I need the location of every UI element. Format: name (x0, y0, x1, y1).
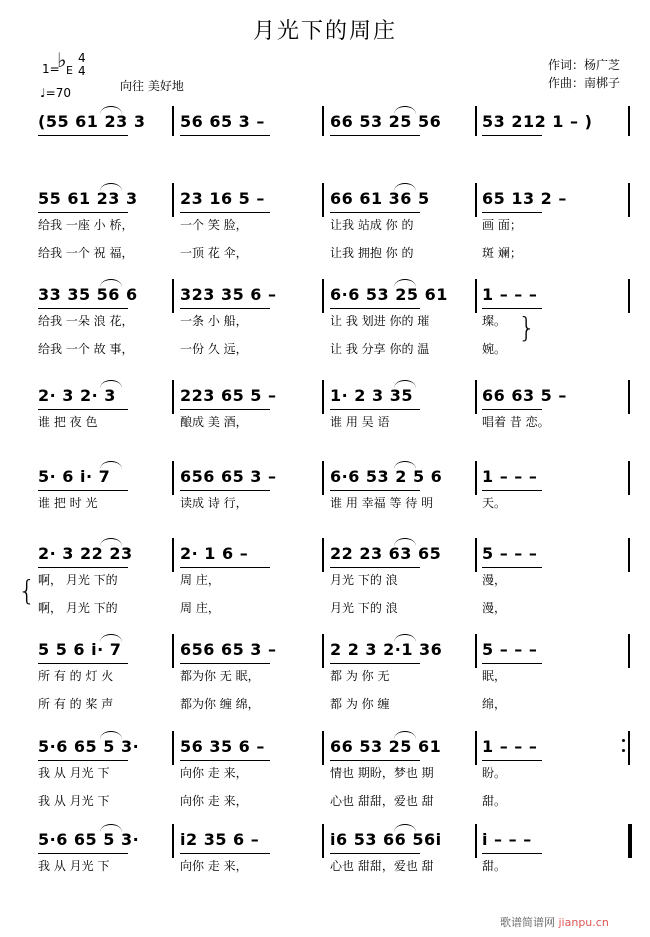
lyric-text: 谁 把 夜 色 (38, 415, 98, 429)
bar-line (172, 380, 174, 414)
beam-underline (38, 409, 128, 410)
bar-line (172, 538, 174, 572)
bar-line (475, 634, 477, 668)
lyric-text: 婉。 (482, 342, 507, 356)
lyric-text: 唱着 昔 恋。 (482, 415, 550, 429)
measure-notes: 656 65 3 – (180, 467, 277, 486)
bar-line (322, 538, 324, 572)
lyric-text: 漫， (482, 601, 507, 615)
bar-line (475, 538, 477, 572)
page-title: 月光下的周庄 (252, 19, 397, 44)
lyric-text: 我 从 月光 下 (38, 766, 110, 780)
slur-mark (394, 824, 416, 832)
measure-notes: 5 – – – (482, 544, 538, 563)
measure-notes: 33 35 56 6 (38, 285, 138, 304)
bar-line (475, 824, 477, 858)
lyric-text: 啊， 月光 下的 (38, 573, 118, 587)
measure-notes: i2 35 6 – (180, 830, 260, 849)
slur-mark (100, 106, 122, 114)
lyric-text: 漫， (482, 573, 507, 587)
bar-line (172, 279, 174, 313)
measure-notes: 1 – – – (482, 467, 538, 486)
measure-notes: 1 – – – (482, 285, 538, 304)
lyric-text: 我 从 月光 下 (38, 859, 110, 873)
beam-underline (330, 663, 420, 664)
beam-underline (38, 135, 128, 136)
time-top: 4 (78, 51, 86, 65)
lyric-text: 绵， (482, 697, 507, 711)
measure-notes: 2· 3 2· 3 (38, 386, 116, 405)
bar-line (172, 106, 174, 136)
bar-line (172, 634, 174, 668)
lyric-text: 盼。 (482, 766, 507, 780)
lyric-text: 向你 走 来， (180, 859, 248, 873)
bar-line (475, 106, 477, 136)
lyric-text: 一条 小 船， (180, 314, 248, 328)
slur-mark (100, 279, 122, 287)
beam-underline (180, 760, 270, 761)
bar-line (475, 279, 477, 313)
measure-notes: 323 35 6 – (180, 285, 277, 304)
measure-notes: 6·6 53 25 61 (330, 285, 448, 304)
measure-notes: 223 65 5 – (180, 386, 277, 405)
measure-notes: 1· 2 3 35 (330, 386, 413, 405)
slur-mark (394, 634, 416, 642)
lyric-text: 情也 期盼，梦也 期 (330, 766, 434, 780)
beam-underline (180, 663, 270, 664)
slur-mark (394, 461, 416, 469)
lyric-text: 给我 一座 小 桥， (38, 218, 134, 232)
beam-underline (180, 212, 270, 213)
measure-notes: 6·6 53 2 5 6 (330, 467, 443, 486)
bar-line (475, 380, 477, 414)
lyric-text: 酿成 美 酒， (180, 415, 248, 429)
lyric-text: 让我 站成 你 的 (330, 218, 414, 232)
measure-notes: 5·6 65 5 3· (38, 737, 140, 756)
beam-underline (38, 853, 128, 854)
lyric-brace: } (518, 311, 536, 344)
beam-underline (38, 212, 128, 213)
lyric-text: 一个 笑 脸， (180, 218, 248, 232)
tempo-value: =70 (45, 86, 71, 100)
repeat-dot (622, 739, 625, 742)
lyric-text: 谁 用 吴 语 (330, 415, 390, 429)
watermark-url: jianpu.cn (558, 916, 609, 929)
measure-notes: 66 53 25 61 (330, 737, 442, 756)
lyric-text: 给我 一个 故 事， (38, 342, 134, 356)
bar-line (322, 634, 324, 668)
beam-underline (482, 663, 542, 664)
measure-notes: 2 2 3 2·1 36 (330, 640, 443, 659)
flat-symbol: ♭ (57, 48, 67, 72)
bar-line (628, 538, 630, 572)
lyric-text: 一份 久 远， (180, 342, 248, 356)
slur-mark (394, 183, 416, 191)
bar-line (322, 731, 324, 765)
slur-mark (394, 106, 416, 114)
measure-notes: 5 – – – (482, 640, 538, 659)
measure-notes: 56 65 3 – (180, 112, 265, 131)
bar-line (172, 183, 174, 217)
lyric-text: 月光 下的 浪 (330, 573, 398, 587)
lyric-text: 让 我 划进 你的 璀 (330, 314, 430, 328)
lyric-text: 都 为 你 无 (330, 669, 390, 683)
lyric-text: 周 庄， (180, 601, 220, 615)
beam-underline (330, 490, 420, 491)
bar-line (628, 824, 632, 858)
bar-line (322, 461, 324, 495)
lyric-text: 啊， 月光 下的 (38, 601, 118, 615)
lyric-text: 所 有 的 桨 声 (38, 697, 114, 711)
lyric-text: 月光 下的 浪 (330, 601, 398, 615)
bar-line (628, 106, 630, 136)
lyric-text: 让我 拥抱 你 的 (330, 246, 414, 260)
measure-notes: 66 61 36 5 (330, 189, 430, 208)
lyric-text: 都为你 无 眠， (180, 669, 260, 683)
measure-notes: 1 – – – (482, 737, 538, 756)
beam-underline (330, 135, 420, 136)
beam-underline (482, 853, 542, 854)
bar-line (628, 731, 630, 765)
beam-underline (482, 135, 542, 136)
measure-notes: 5· 6 i· 7 (38, 467, 111, 486)
bar-line (322, 106, 324, 136)
lyric-text: 璨。 (482, 314, 507, 328)
slur-mark (100, 380, 122, 388)
measure-notes: 66 63 5 – (482, 386, 567, 405)
lyric-text: 甜。 (482, 794, 507, 808)
beam-underline (180, 490, 270, 491)
beam-underline (482, 567, 542, 568)
bar-line (628, 461, 630, 495)
beam-underline (330, 409, 420, 410)
measure-notes: 22 23 63 65 (330, 544, 442, 563)
measure-notes: 66 53 25 56 (330, 112, 442, 131)
beam-underline (482, 760, 542, 761)
beam-underline (180, 135, 270, 136)
slur-mark (100, 824, 122, 832)
bar-line (475, 183, 477, 217)
measure-notes: 5 5 6 i· 7 (38, 640, 122, 659)
lyric-text: 心也 甜甜，爱也 甜 (330, 794, 434, 808)
slur-mark (394, 380, 416, 388)
key-prefix: 1= (42, 62, 60, 76)
lyric-text: 周 庄， (180, 573, 220, 587)
bar-line (628, 380, 630, 414)
bar-line (628, 279, 630, 313)
slur-mark (394, 538, 416, 546)
measure-notes: 656 65 3 – (180, 640, 277, 659)
measure-notes: 55 61 23 3 (38, 189, 138, 208)
lyric-brace: { (18, 574, 36, 607)
measure-notes: 23 16 5 – (180, 189, 265, 208)
lyricist-credit: 作词：杨广芝 (548, 58, 621, 72)
beam-underline (482, 308, 542, 309)
beam-underline (180, 853, 270, 854)
bar-line (172, 461, 174, 495)
beam-underline (482, 490, 542, 491)
lyric-text: 谁 把 时 光 (38, 496, 98, 510)
beam-underline (482, 212, 542, 213)
lyric-text: 眠， (482, 669, 507, 683)
key-note: E (66, 64, 73, 77)
lyric-text: 我 从 月光 下 (38, 794, 110, 808)
lyric-text: 甜。 (482, 859, 507, 873)
beam-underline (38, 490, 128, 491)
lyric-text: 给我 一朵 浪 花， (38, 314, 134, 328)
measure-notes: i – – – (482, 830, 532, 849)
slur-mark (100, 538, 122, 546)
bar-line (322, 824, 324, 858)
time-signature (78, 52, 86, 78)
lyric-text: 向你 走 来， (180, 766, 248, 780)
repeat-dot (622, 749, 625, 752)
slur-mark (100, 461, 122, 469)
lyric-text: 一顶 花 伞， (180, 246, 248, 260)
slur-mark (100, 731, 122, 739)
beam-underline (38, 663, 128, 664)
bar-line (628, 183, 630, 217)
beam-underline (482, 409, 542, 410)
watermark-name: 歌谱简谱网 (500, 916, 555, 929)
slur-mark (394, 279, 416, 287)
quarter-note-icon: ♩ (40, 86, 46, 100)
time-bottom: 4 (78, 64, 86, 78)
measure-notes: 53 212 1 – ) (482, 112, 593, 131)
measure-notes: 65 13 2 – (482, 189, 567, 208)
measure-notes: 2· 1 6 – (180, 544, 249, 563)
watermark (500, 914, 609, 930)
measure-notes: 5·6 65 5 3· (38, 830, 140, 849)
lyric-text: 读成 诗 行， (180, 496, 248, 510)
beam-underline (38, 760, 128, 761)
measure-notes: 56 35 6 – (180, 737, 265, 756)
lyric-text: 画 面； (482, 218, 522, 232)
lyric-text: 斑 斓； (482, 246, 522, 260)
beam-underline (330, 853, 420, 854)
beam-underline (180, 308, 270, 309)
bar-line (172, 824, 174, 858)
measure-notes: i6 53 66 56i (330, 830, 442, 849)
bar-line (628, 634, 630, 668)
slur-mark (100, 183, 122, 191)
lyric-text: 都为你 缠 绵， (180, 697, 260, 711)
beam-underline (38, 308, 128, 309)
bar-line (322, 279, 324, 313)
bar-line (475, 461, 477, 495)
beam-underline (330, 212, 420, 213)
bar-line (322, 183, 324, 217)
expression-mark: 向往 美好地 (120, 79, 184, 93)
lyric-text: 向你 走 来， (180, 794, 248, 808)
beam-underline (180, 567, 270, 568)
bar-line (172, 731, 174, 765)
lyric-text: 所 有 的 灯 火 (38, 669, 114, 683)
slur-mark (394, 731, 416, 739)
beam-underline (330, 308, 420, 309)
beam-underline (38, 567, 128, 568)
lyric-text: 让 我 分享 你的 温 (330, 342, 430, 356)
slur-mark (100, 634, 122, 642)
beam-underline (330, 567, 420, 568)
lyric-text: 给我 一个 祝 福， (38, 246, 134, 260)
beam-underline (180, 409, 270, 410)
lyric-text: 谁 用 幸福 等 待 明 (330, 496, 434, 510)
lyric-text: 都 为 你 缠 (330, 697, 390, 711)
composer-credit: 作曲：南梆子 (548, 76, 621, 90)
tempo-mark (40, 86, 71, 100)
bar-line (322, 380, 324, 414)
lyric-text: 心也 甜甜，爱也 甜 (330, 859, 434, 873)
lyric-text: 天。 (482, 496, 507, 510)
measure-notes: 2· 3 22 23 (38, 544, 133, 563)
measure-notes: (55 61 23 3 (38, 112, 146, 131)
beam-underline (330, 760, 420, 761)
bar-line (475, 731, 477, 765)
